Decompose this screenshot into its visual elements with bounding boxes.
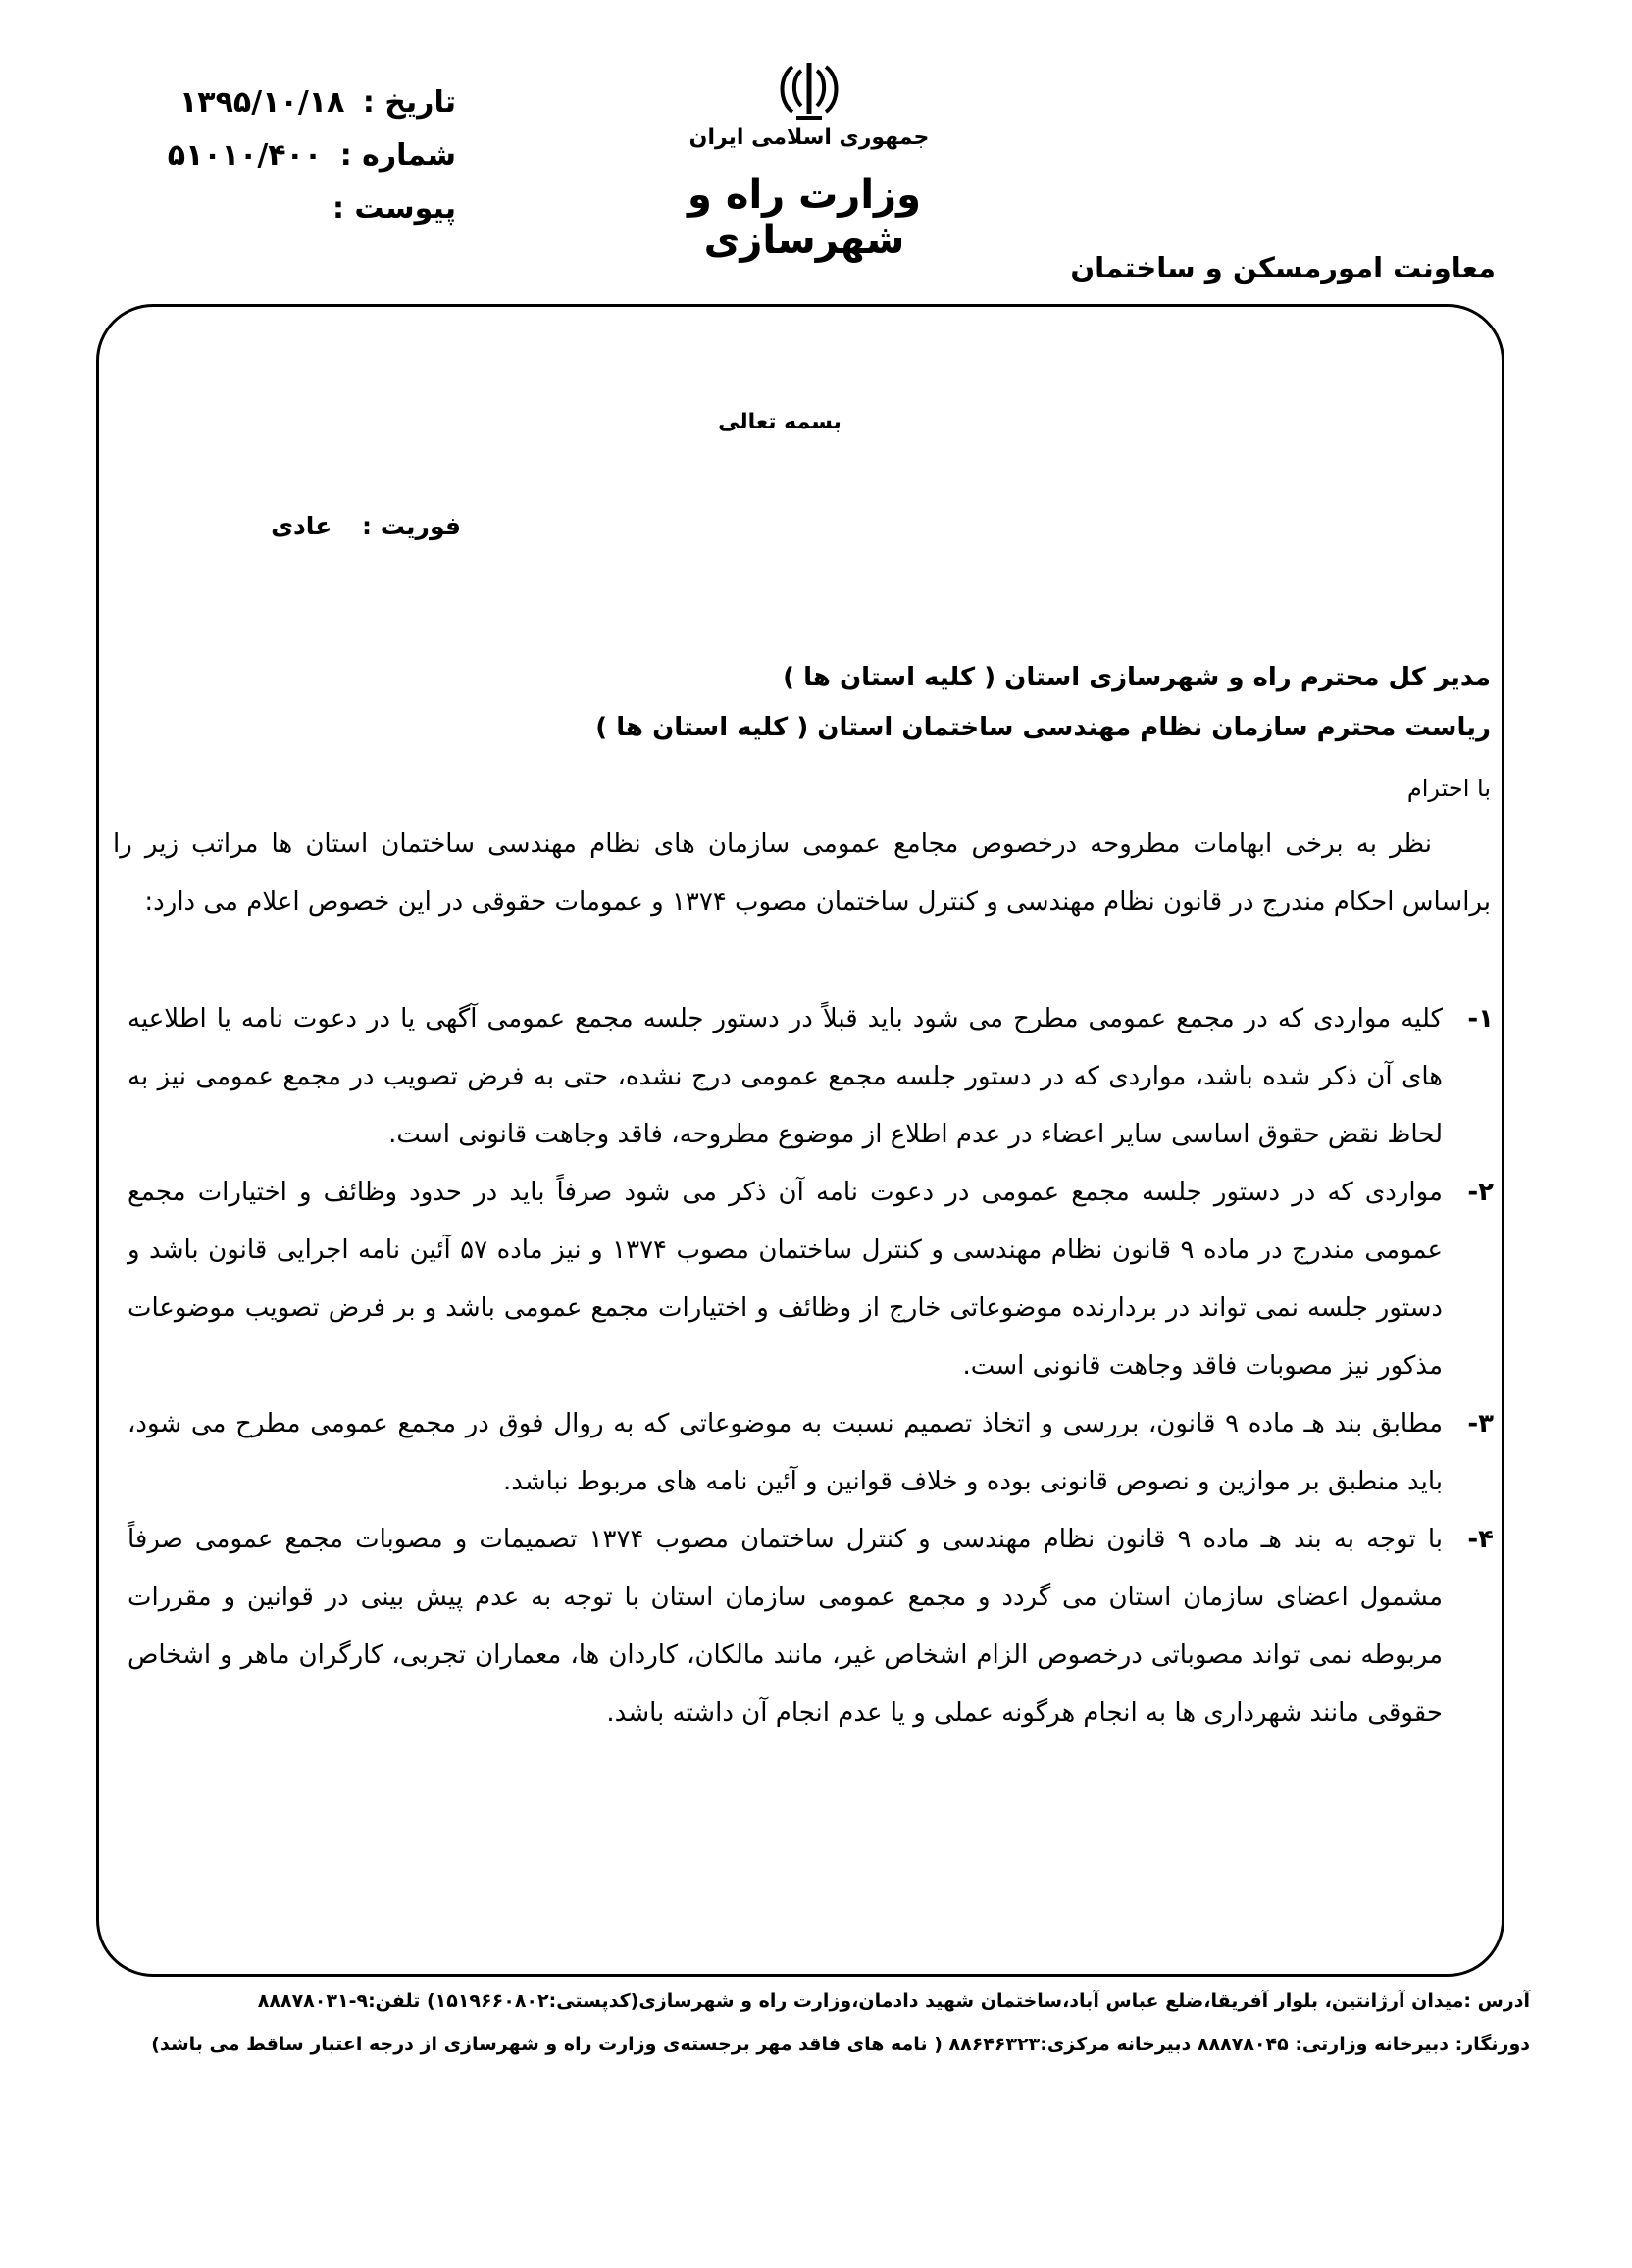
date-value: ۱۳۹۵/۱۰/۱۸ [179,85,345,120]
republic-title: جمهوری اسلامی ایران [688,126,930,150]
attachment-label: پیوست : [332,191,456,226]
urgency-label: فوریت : [362,512,461,540]
intro-text: نظر به برخی ابهامات مطروحه درخصوص مجامع عمومی سازمان های نظام مهندسی ساختمان استان ها مراتب زیر را براساس احکام مندرج در قانون نظام مهندسی و کنترل ساختمان مصوب ۱۳۷۴ و عمومات حقوقی در این خصوص اعلام می دارد: [113,830,1491,917]
date-row [179,76,456,129]
ministry-title: وزارت راه و شهرسازی [688,173,921,263]
list-item [128,1164,1494,1395]
iran-emblem-icon [775,59,843,124]
number-row [167,129,456,182]
urgency-value: عادی [271,512,332,540]
addressee-2: ریاست محترم سازمان نظام مهندسی ساختمان استان ( کلیه استان ها ) [595,713,1491,742]
list-item [128,990,1494,1164]
item-number: ۳- [1467,1409,1494,1438]
item-number: ۱- [1467,1004,1494,1033]
addressee-1: مدیر کل محترم راه و شهرسازی استان ( کلیه استان ها ) [783,663,1491,692]
list-item [128,1511,1494,1742]
attachment-row [201,182,456,235]
item-text: کلیه مواردی که در مجمع عمومی مطرح می شود باید قبلاً در دستور جلسه مجمع عمومی آگهی یا در دعوت نامه یا اطلاعیه های آن ذکر شده باشد، مواردی که در دستور جلسه مجمع عمومی درج نشده، حتی به فرض تصویب در مجمع عمومی نیز به لحاظ نقض حقوق اساسی سایر اعضاء در عدم اطلاع از موضوع مطروحه، فاقد وجاهت قانونی است. [128,1004,1443,1149]
intro-paragraph [113,816,1491,932]
deputy-title: معاونت امورمسکن و ساختمان [1070,251,1496,284]
item-text: مواردی که در دستور جلسه مجمع عمومی در دعوت نامه آن ذکر می شود صرفاً باید در حدود وظائف و اختیارات مجمع عمومی مندرج در ماده ۹ قانون نظام مهندسی و کنترل ساختمان مصوب ۱۳۷۴ و نیز ماده ۵۷ آئین نامه اجرایی قانون باشد و دستور جلسه نمی تواند در بردارنده موضوعاتی خارج از وظائف و اختیارات مجمع عمومی باشد و بر فرض تصویب موضوعات مذکور نیز مصوبات فاقد وجاهت قانونی است. [128,1178,1444,1381]
item-text: با توجه به بند هـ ماده ۹ قانون نظام مهندسی و کنترل ساختمان مصوب ۱۳۷۴ تصمیمات و مصوبات مجمع عمومی صرفاً مشمول اعضای سازمان استان می گردد و مجمع عمومی سازمان استان با توجه به عدم پیش بینی در قوانین و مقررات مربوطه نمی تواند مصوباتی درخصوص الزام اشخاص غیر، مانند مالکان، کاردان ها، معماران تجربی، کارگران ماهر و اشخاص حقوقی مانند شهرداری ها به انجام هرگونه عملی و یا عدم انجام آن داشته باشد. [128,1525,1444,1728]
item-text: مطابق بند هـ ماده ۹ قانون، بررسی و اتخاذ تصمیم نسبت به موضوعاتی که به روال فوق در مجمع عمومی مطرح می شود، باید منطبق بر موازین و نصوص قانونی بوده و خلاف قوانین و آئین نامه های مربوط نباشد. [128,1409,1444,1496]
item-number: ۲- [1467,1178,1494,1207]
number-label: شماره : [339,138,456,173]
list-item [128,1395,1494,1511]
item-number: ۴- [1467,1525,1494,1554]
number-value: ۵۱۰۱۰/۴۰۰ [167,138,323,173]
letter-meta [167,76,456,235]
letter-items [128,990,1494,1742]
footer-address: آدرس :میدان آرژانتین، بلوار آفریقا،ضلع عباس آباد،ساختمان شهید دادمان،وزارت راه و شهرسازی(کدپستی:۱۵۱۹۶۶۰۸۰۲) تلفن:۹-۸۸۸۷۸۰۳۱ [257,1991,1530,2012]
salutation: با احترام [1406,775,1491,802]
urgency [265,512,461,540]
footer-fax: دورنگار: دبیرخانه وزارتی: ۸۸۸۷۸۰۴۵ دبیرخانه مرکزی:۸۸۶۴۶۳۲۳ ( نامه های فاقد مهر برجسته‌ی وزارت راه و شهرسازی از درجه اعتبار ساقط می باشد) [151,2034,1530,2055]
date-label: تاریخ : [362,85,456,120]
bismillah: بسمه تعالی [718,410,842,434]
